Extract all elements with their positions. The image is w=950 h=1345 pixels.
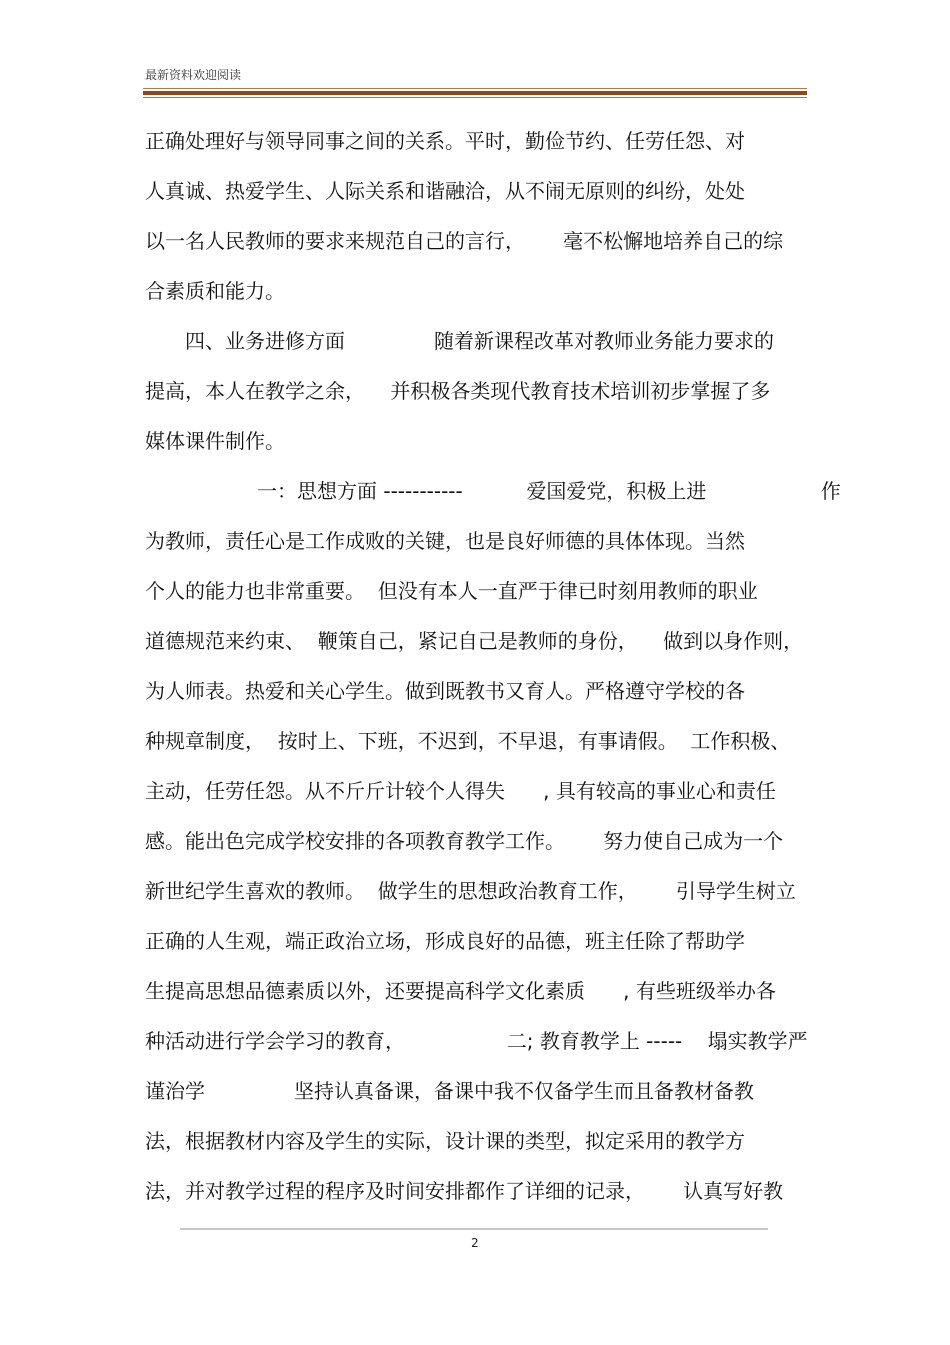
header-label: 最新资料欢迎阅读 bbox=[145, 68, 242, 82]
text-line: 感。能出色完成学校安排的各项教育教学工作。 努力使自己成为一个 bbox=[145, 829, 784, 853]
text-line: 法，根据教材内容及学生的实际，设计课的类型，拟定采用的教学方 bbox=[145, 1129, 745, 1153]
text-line: 媒体课件制作。 bbox=[145, 429, 285, 453]
text-line: 道德规范来约束、 鞭策自己，紧记自己是教师的身份， 做到以身作则， bbox=[145, 629, 804, 653]
text-line: 为教师，责任心是工作成败的关键，也是良好师德的具体体现。当然 bbox=[145, 529, 745, 553]
footer-rule bbox=[180, 1228, 768, 1230]
text-line: 为人师表。热爱和关心学生。做到既教书又育人。严格遵守学校的各 bbox=[145, 679, 745, 703]
text-line: 新世纪学生喜欢的教师。 做学生的思想政治教育工作， 引导学生树立 bbox=[145, 879, 796, 903]
text-line: 提高，本人在教学之余， 并积极各类现代教育技术培训初步掌握了多 bbox=[145, 379, 771, 403]
text-line: 生提高思想品德素质以外，还要提高科学文化素质 , 有些班级举办各 bbox=[145, 979, 776, 1003]
text-line: 以一名人民教师的要求来规范自己的言行， 毫不松懈地培养自己的综 bbox=[145, 229, 784, 253]
text-line: 种活动进行学会学习的教育， 二; 教育教学上 ----- 塌实教学严 bbox=[145, 1029, 808, 1053]
text-line: 主动，任劳任怨。从不斤斤计较个人得失 , 具有较高的事业心和责任 bbox=[145, 779, 776, 803]
text-line: 个人的能力也非常重要。 但没有本人一直严于律已时刻用教师的职业 bbox=[145, 579, 758, 603]
text-line: 正确的人生观，端正政治立场，形成良好的品德，班主任除了帮助学 bbox=[145, 929, 745, 953]
text-line: 谨治学 坚持认真备课，备课中我不仅备学生而且备教材备教 bbox=[145, 1079, 755, 1103]
text-line: 人真诚、热爱学生、人际关系和谐融洽，从不闹无原则的纠纷，处处 bbox=[145, 179, 745, 203]
page-number: 2 bbox=[471, 1236, 479, 1250]
text-line: 一：思想方面 ----------- 爱国爱党，积极上进 作 bbox=[257, 479, 841, 503]
text-line: 种规章制度， 按时上、下班，不迟到，不早退，有事请假。 工作积极、 bbox=[145, 729, 791, 753]
text-line: 正确处理好与领导同事之间的关系。平时，勤俭节约、任劳任怨、对 bbox=[145, 129, 745, 153]
text-line: 合素质和能力。 bbox=[145, 279, 285, 303]
text-line: 四、业务进修方面 随着新课程改革对教师业务能力要求的 bbox=[185, 329, 775, 353]
text-line: 法，并对教学过程的程序及时间安排都作了详细的记录， 认真写好教 bbox=[145, 1179, 784, 1203]
